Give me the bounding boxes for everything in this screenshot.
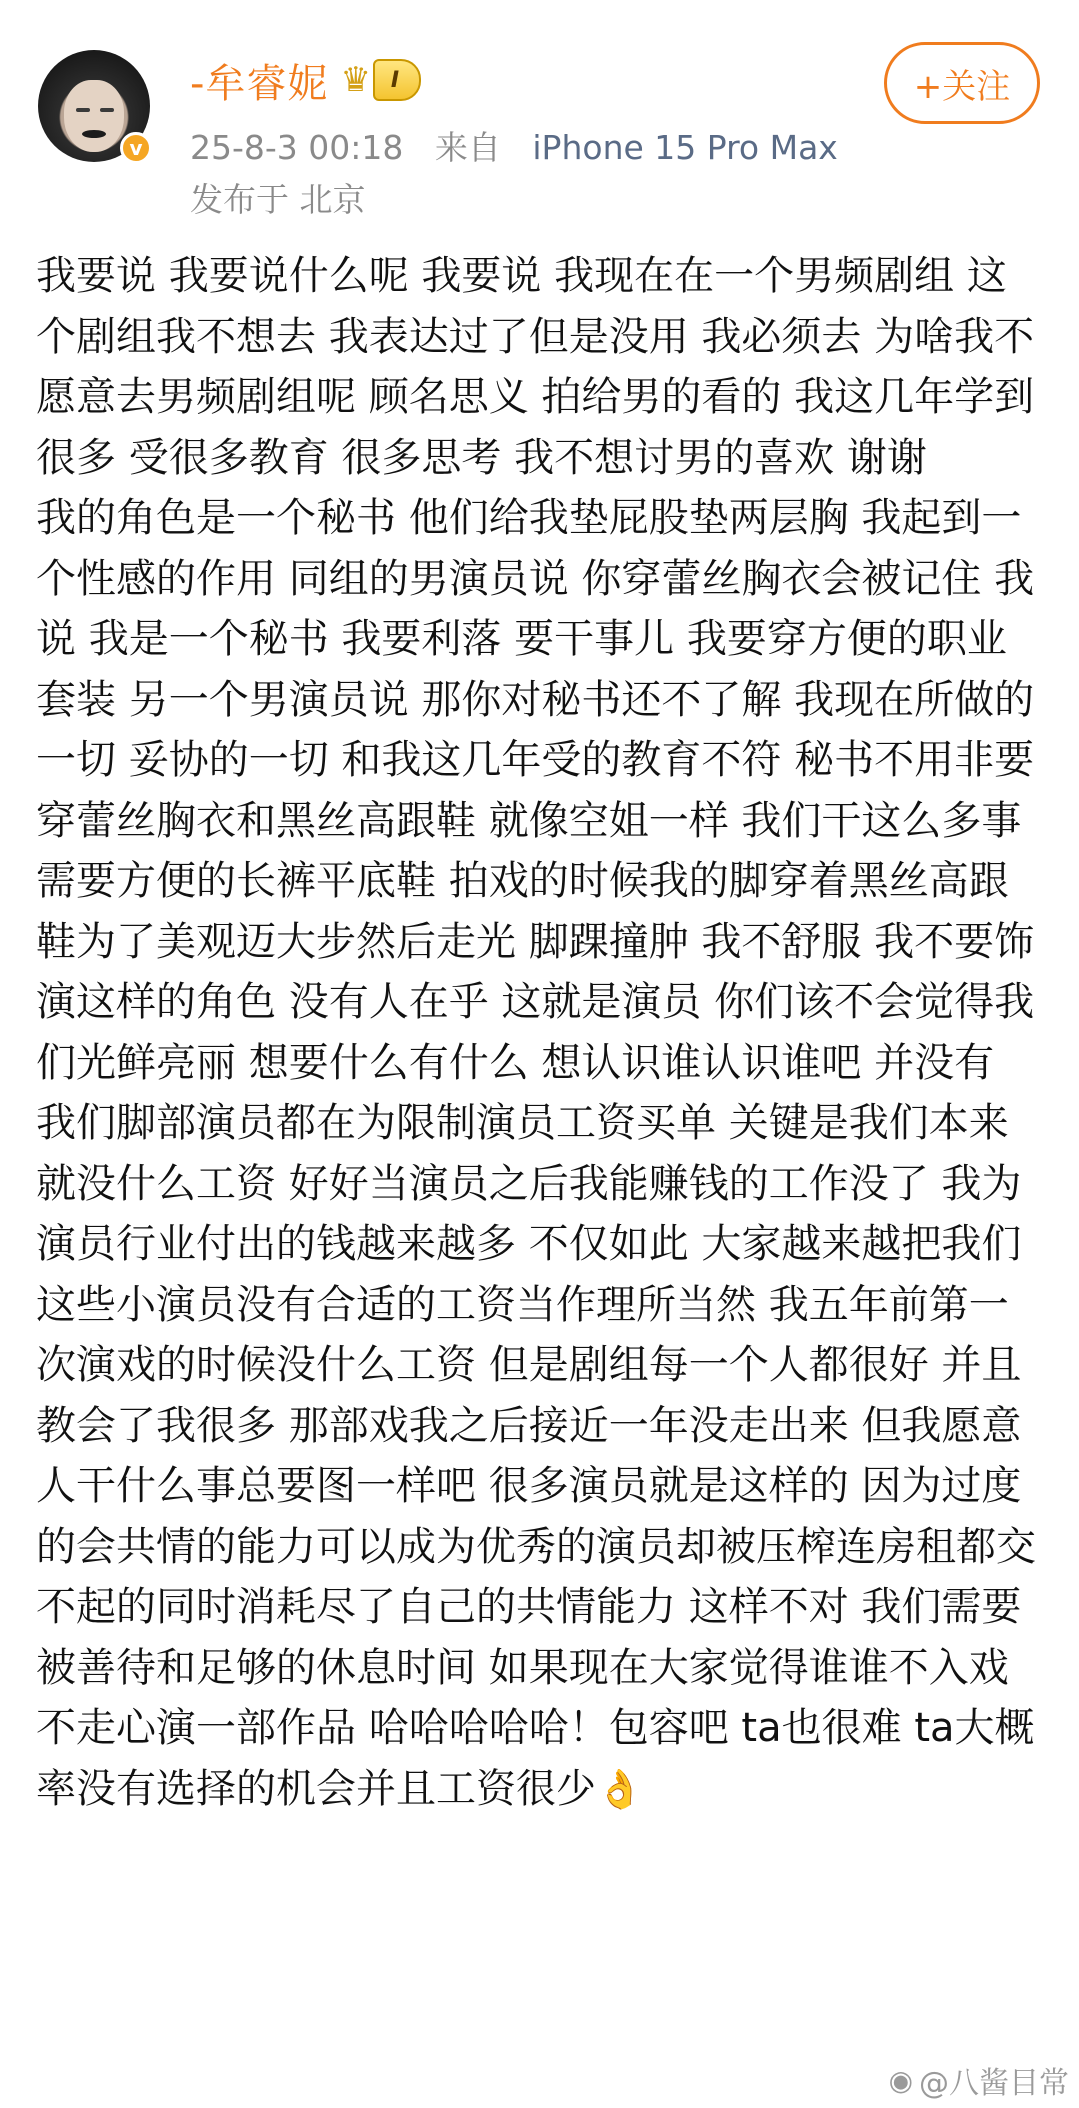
verified-badge-icon: v (120, 132, 152, 164)
watermark-text: @八酱目常 (919, 2066, 1069, 2101)
source-prefix: 来自 (434, 128, 501, 167)
username[interactable]: -牟睿妮 (190, 60, 329, 107)
name-row (190, 52, 421, 108)
ok-hand-emoji-icon: 👌 (596, 1766, 644, 1811)
avatar-eye (76, 108, 90, 112)
avatar-lips (82, 130, 106, 138)
post-location: 发布于 北京 (190, 180, 366, 219)
level-badge[interactable]: I (373, 59, 421, 101)
post-text: 我要说 我要说什么呢 我要说 我现在在一个男频剧组 这个剧组我不想去 我表达过了但是没用 我必须去 为啥我不愿意去男频剧组呢 顾名思义 拍给男的看的 我这几年学到很多 受很多教育 很多思考 我不想讨男的喜欢 谢谢 我的角色是一个秘书 他们给我垫屁股垫两层胸 我起到一个性感的作用 同组的男演员说 你穿蕾丝胸衣会被记住 我说 我是一个秘书 我要利落 要干事儿 我要穿方便的职业套装 另一个男演员说 那你对秘书还不了解 我现在所做的一切 妥协的一切 和我这几年受的教育不符 秘书不用非要穿蕾丝胸衣和黑丝高跟鞋 就像空姐一样 我们干这么多事 需要方便的长裤平底鞋 拍戏的时候我的脚穿着黑丝高跟鞋为了美观迈大步然后走光 脚踝撞肿 我不舒服 我不要饰演这样的角色 没有人在乎 这就是演员 你们该不会觉得我们光鲜亮丽 想要什么有什么 想认识谁认识谁吧 并没有 我们脚部演员都在为限制演员工资买单 关键是我们本来就没什么工资 好好当演员之后我能赚钱的工作没了 我为演员行业付出的钱越来越多 不仅如此 大家越来越把我们这些小演员没有合适的工资当作理所当然 我五年前第一次演戏的时候没什么工资 但是剧组每一个人都很好 并且教会了我很多 那部戏我之后接近一年没走出来 但我愿意人干什么事总要图一样吧 很多演员就是这样的 因为过度的会共情的能力可以成为优秀的演员却被压榨连房租都交不起的同时消耗尽了自己的共情能力 这样不对 我们需要被善待和足够的休息时间 如果现在大家觉得谁谁不入戏不走心演一部作品 哈哈哈哈哈！包容吧 ta也很难 ta大概率没有选择的机会并且工资很少 (36, 253, 1036, 1812)
post-header (0, 0, 1079, 230)
post-timestamp: 25-8-3 00:18 (190, 128, 404, 167)
watermark (889, 2058, 1069, 2102)
follow-button[interactable]: +关注 (884, 42, 1040, 124)
device-link[interactable]: iPhone 15 Pro Max (532, 128, 838, 167)
avatar-face (64, 80, 124, 152)
weibo-icon: ◉ (888, 2063, 913, 2097)
post-meta (190, 122, 838, 169)
post-body (36, 246, 1046, 1819)
crown-icon: ♛ (340, 60, 371, 100)
avatar-eye (100, 108, 114, 112)
avatar[interactable] (38, 50, 156, 168)
